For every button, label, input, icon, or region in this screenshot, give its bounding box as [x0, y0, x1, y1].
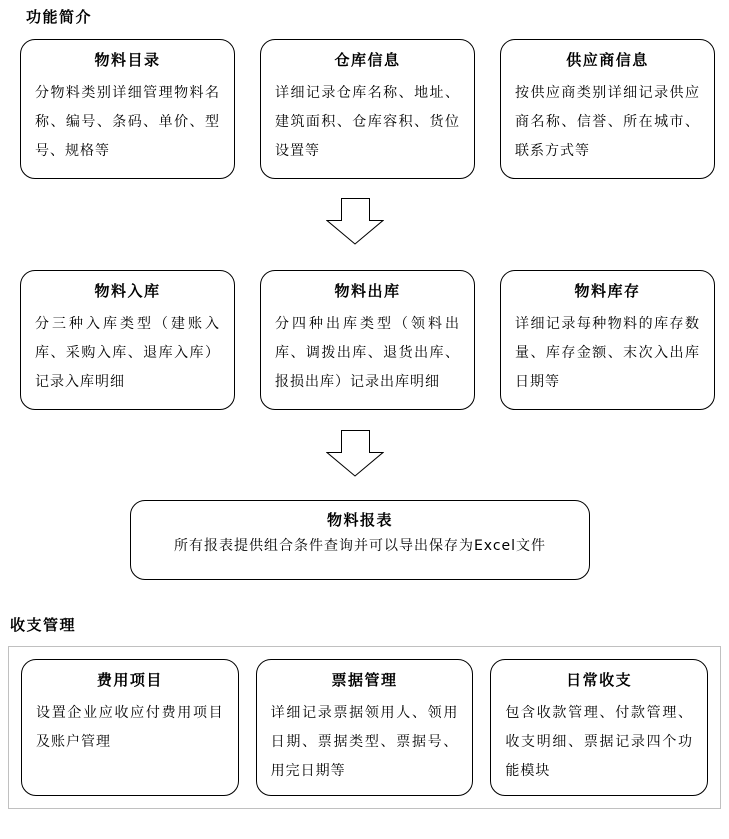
- card-body: 按供应商类别详细记录供应商名称、信誉、所在城市、联系方式等: [515, 85, 700, 159]
- card-daily-income-expense: [490, 659, 708, 796]
- card-material-catalog: [20, 39, 235, 179]
- card-body: 分四种出库类型（领料出库、调拨出库、退货出库、报损出库）记录出库明细: [275, 316, 460, 390]
- down-arrow-icon: [326, 430, 384, 477]
- card-title: 物料出库: [334, 282, 401, 300]
- income-expense-group-box: [8, 646, 721, 809]
- card-body: 详细记录仓库名称、地址、建筑面积、仓库容积、货位设置等: [275, 85, 460, 159]
- card-title: 日常收支: [566, 671, 633, 689]
- card-title: 供应商信息: [566, 51, 649, 69]
- section-heading-income-expense: 收支管理: [10, 616, 77, 634]
- card-body: 设置企业应收应付费用项目及账户管理: [36, 705, 224, 750]
- card-body: 详细记录每种物料的库存数量、库存金额、末次入出库日期等: [515, 316, 700, 390]
- card-title: 仓库信息: [334, 51, 401, 69]
- down-arrow-icon: [326, 198, 384, 245]
- card-material-reports: [130, 500, 590, 580]
- card-title: 费用项目: [96, 671, 163, 689]
- card-title: 物料库存: [574, 282, 641, 300]
- card-body: 分物料类别详细管理物料名称、编号、条码、单价、型号、规格等: [35, 85, 220, 159]
- card-body: 所有报表提供组合条件查询并可以导出保存为Excel文件: [173, 538, 547, 554]
- card-title: 物料入库: [94, 282, 161, 300]
- card-title: 物料目录: [94, 51, 161, 69]
- card-title: 物料报表: [326, 511, 393, 529]
- card-body: 详细记录票据领用人、领用日期、票据类型、票据号、用完日期等: [270, 705, 459, 779]
- row-basic-data: [20, 39, 715, 179]
- section-heading-features: 功能简介: [26, 8, 93, 26]
- card-body: 分三种入库类型（建账入库、采购入库、退库入库）记录入库明细: [35, 316, 220, 390]
- card-warehouse-info: [260, 39, 475, 179]
- row-stock-operations: [20, 270, 715, 410]
- flow-arrow-1: [326, 198, 384, 245]
- card-material-outbound: [260, 270, 475, 410]
- card-material-inbound: [20, 270, 235, 410]
- flow-arrow-2: [326, 430, 384, 477]
- card-title: 票据管理: [331, 671, 398, 689]
- card-material-inventory: [500, 270, 715, 410]
- card-body: 包含收款管理、付款管理、收支明细、票据记录四个功能模块: [505, 705, 694, 779]
- card-expense-items: [21, 659, 239, 796]
- card-invoice-management: [256, 659, 474, 796]
- card-supplier-info: [500, 39, 715, 179]
